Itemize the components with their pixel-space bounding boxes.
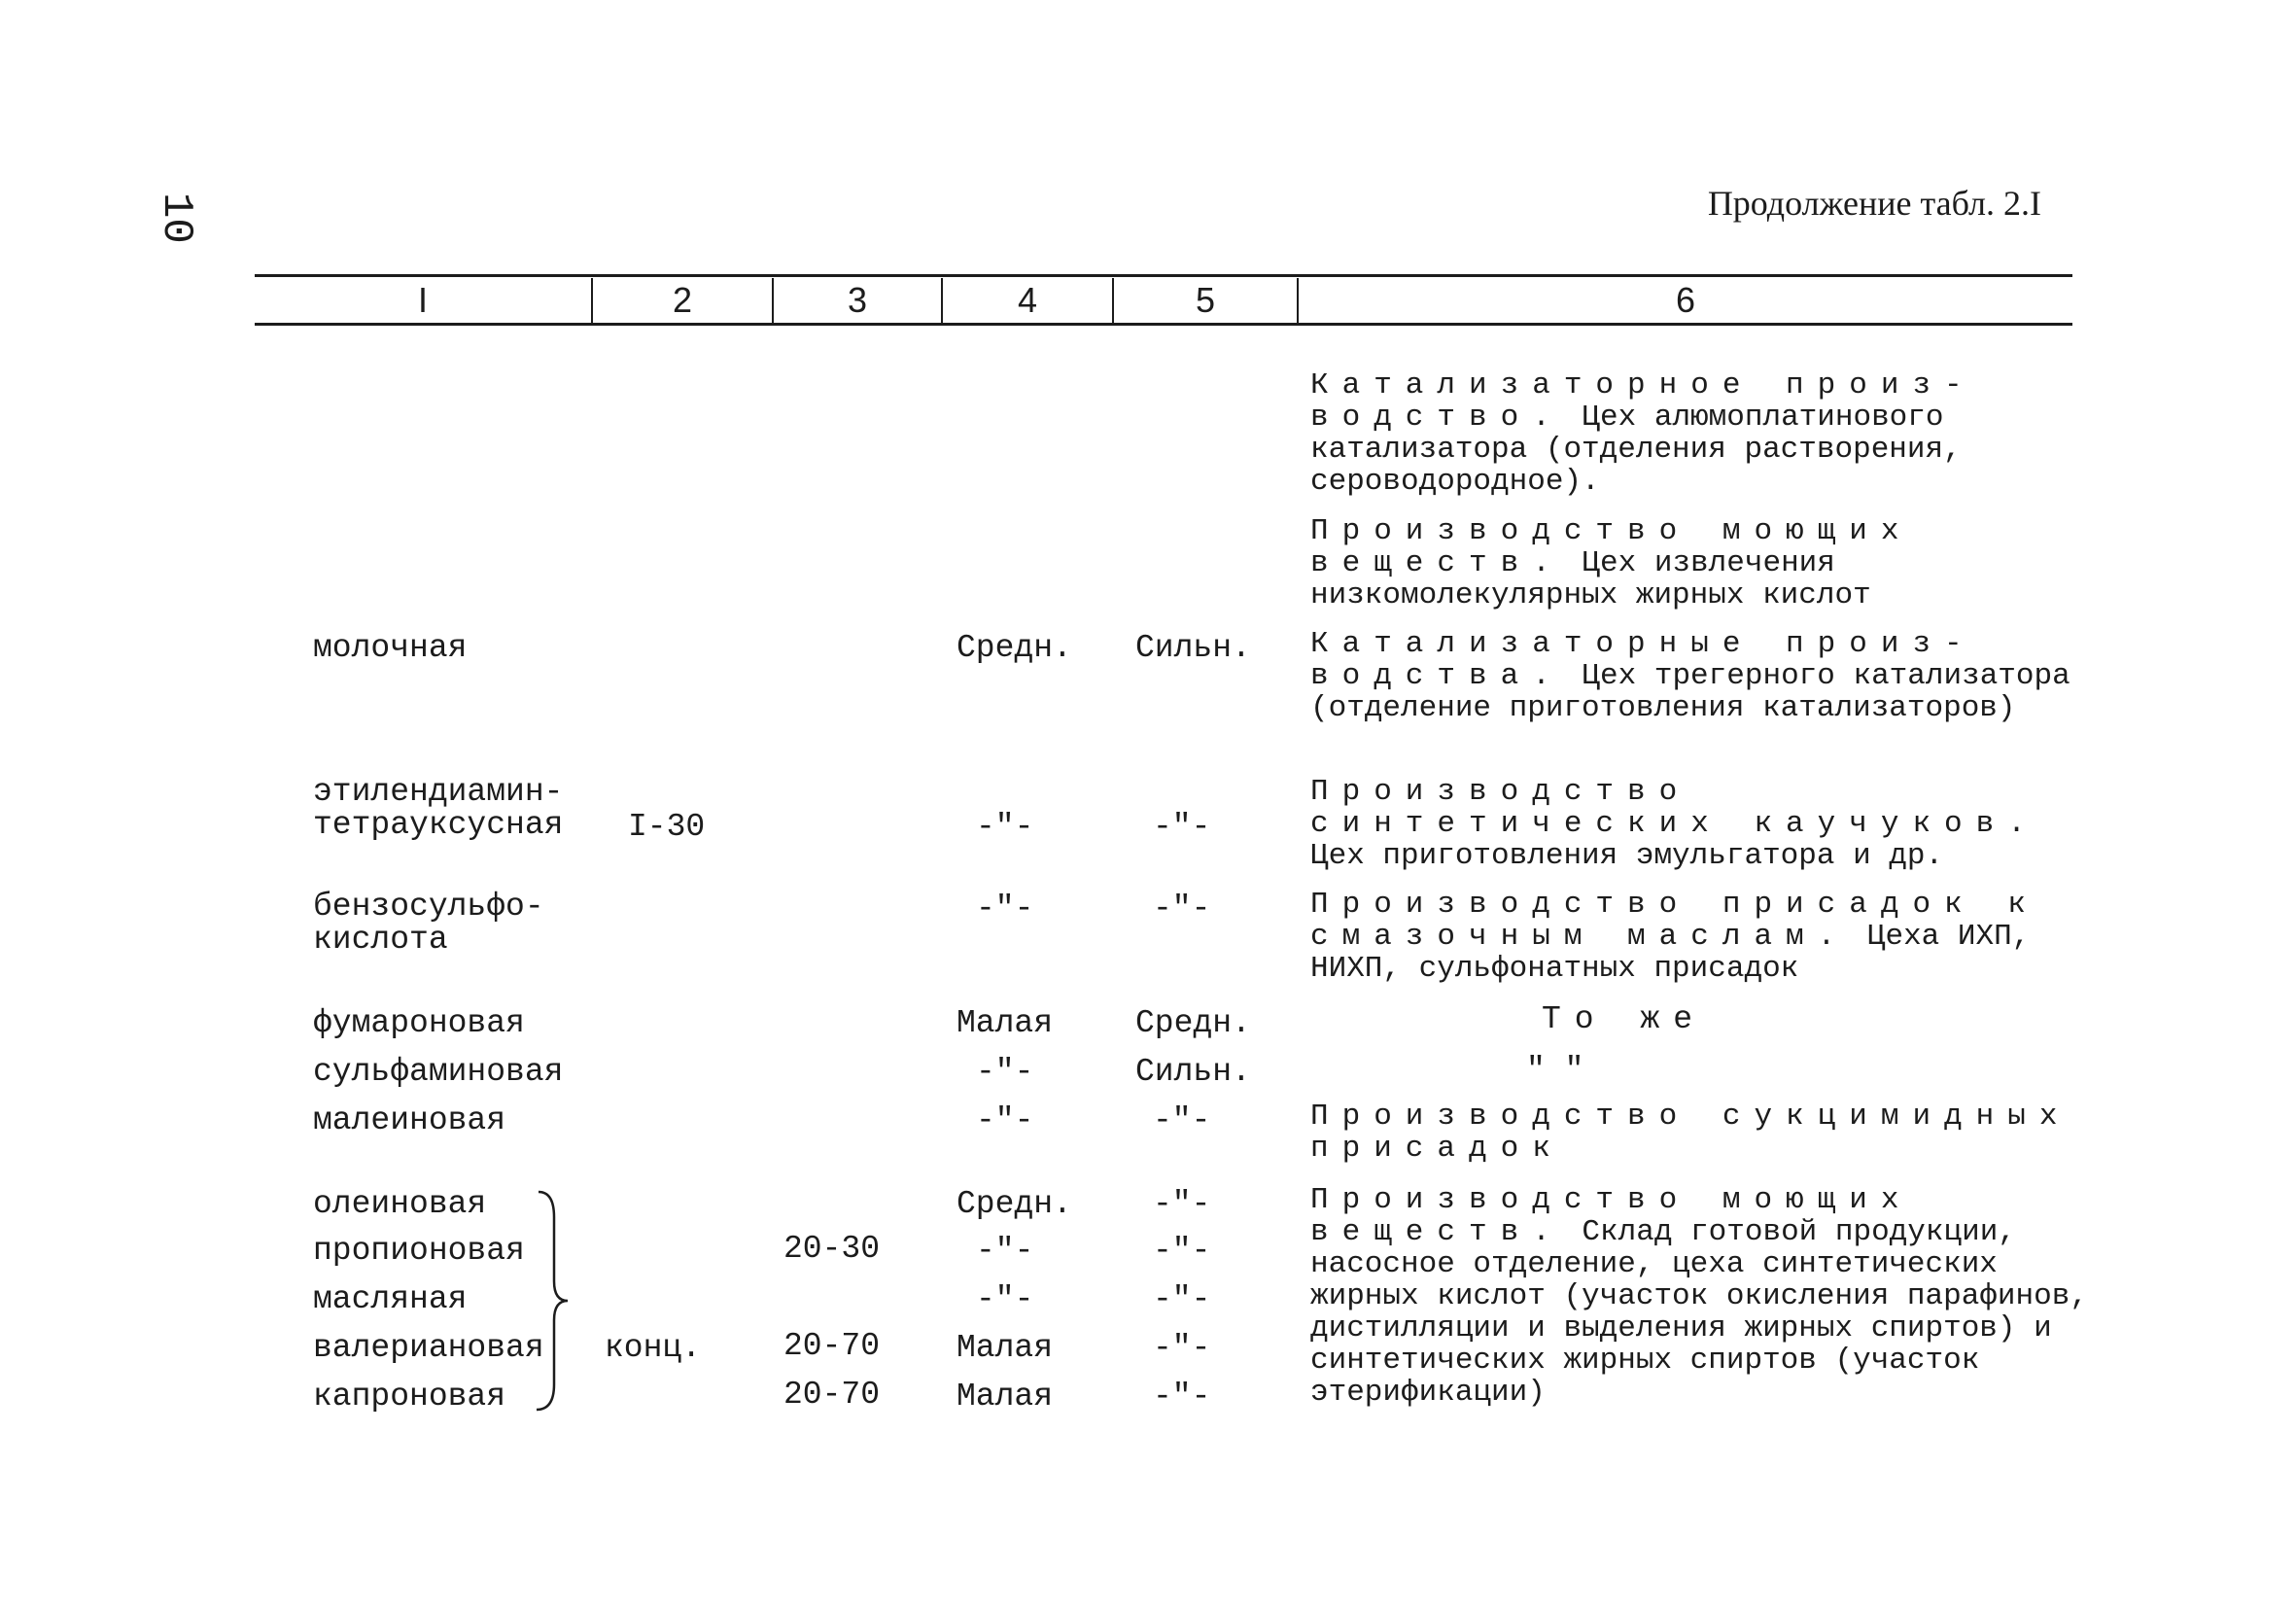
description-cell: Производство сукцимидных присадок — [1310, 1100, 2071, 1166]
corrosion-col4: -"- — [976, 1102, 1034, 1138]
corrosion-col5: -"- — [1153, 1233, 1211, 1269]
header-col-6: 6 — [1675, 280, 1696, 320]
corrosion-col4: -"- — [976, 891, 1034, 926]
acid-name: олеиновая — [313, 1186, 487, 1222]
corrosion-col4: -"- — [976, 1054, 1034, 1090]
acid-name: капроновая — [313, 1379, 506, 1415]
corrosion-col5: -"- — [1153, 1186, 1211, 1222]
header-col-1: I — [417, 280, 428, 320]
header-col-3: 3 — [847, 280, 868, 320]
corrosion-col5: -"- — [1153, 809, 1211, 845]
corrosion-col4: Малая — [957, 1005, 1054, 1041]
corrosion-col4: Малая — [957, 1330, 1054, 1366]
corrosion-col4: Средн. — [957, 1186, 1072, 1222]
description-cell: Производство присадок к смазочным маслам. Цеха ИХП, НИХП, сульфонатных присадок — [1310, 888, 2039, 986]
description-cell: Производство моющих веществ. Цех извлечения низкомолекулярных жирных кислот — [1310, 514, 1913, 612]
corrosion-col5: -"- — [1153, 1102, 1211, 1138]
temperature: 20-30 — [783, 1231, 881, 1267]
header-col-2: 2 — [672, 280, 693, 320]
corrosion-col4: -"- — [976, 809, 1034, 845]
acid-name: сульфаминовая — [313, 1054, 564, 1090]
temperature: 20-70 — [783, 1377, 881, 1413]
corrosion-col4: Малая — [957, 1379, 1054, 1415]
description-cell: Производство моющих веществ. Склад готовой продукции, насосное отделение, цеха синтетических жирных кислот (участок окисления парафинов, дистилляции и выделения жирных спиртов) и синтетических жирных спиртов (участок этерификации) — [1310, 1183, 2088, 1410]
corrosion-col5: -"- — [1153, 1330, 1211, 1366]
description-cell: Производство синтетических каучуков. Цех приготовления эмульгатора и др. — [1310, 775, 2039, 873]
concentration: I-30 — [628, 809, 706, 845]
page-number: 10 — [152, 192, 200, 244]
table-caption: Продолжение табл. 2.I — [1707, 184, 2041, 223]
ditto-marks: " " — [1526, 1052, 1584, 1088]
corrosion-col4: -"- — [976, 1281, 1034, 1317]
temperature: 20-70 — [783, 1328, 881, 1364]
description-cell: Катализаторные произ-водства. Цех трегерного катализатора (отделение приготовления катализаторов) — [1310, 627, 2070, 725]
corrosion-col5: Средн. — [1135, 1005, 1251, 1041]
acid-name: фумароновая — [313, 1005, 525, 1041]
header-col-4: 4 — [1017, 280, 1038, 320]
acid-name: бензосульфо-кислота — [313, 889, 544, 958]
header-top-rule — [255, 274, 2072, 277]
corrosion-col5: -"- — [1153, 891, 1211, 926]
acid-name: этилендиамин-тетрауксусная — [313, 774, 564, 843]
acid-name: масляная — [313, 1281, 468, 1317]
corrosion-col5: Сильн. — [1135, 630, 1251, 666]
ditto-text: То же — [1542, 1001, 1707, 1037]
header-col-5: 5 — [1195, 280, 1216, 320]
corrosion-col5: Сильн. — [1135, 1054, 1251, 1090]
acid-name: валериановая — [313, 1330, 544, 1366]
header-bottom-rule — [255, 323, 2072, 326]
group-brace — [533, 1188, 572, 1414]
description-cell: Катализаторное произ-водство. Цех алюмоплатинового катализатора (отделения растворения, сероводородное). — [1310, 368, 1976, 499]
acid-name: молочная — [313, 630, 468, 666]
concentration: конц. — [605, 1330, 702, 1366]
corrosion-col5: -"- — [1153, 1281, 1211, 1317]
corrosion-col5: -"- — [1153, 1379, 1211, 1415]
acid-name: пропионовая — [313, 1233, 525, 1269]
corrosion-col4: Средн. — [957, 630, 1072, 666]
corrosion-col4: -"- — [976, 1233, 1034, 1269]
acid-name: малеиновая — [313, 1102, 506, 1138]
